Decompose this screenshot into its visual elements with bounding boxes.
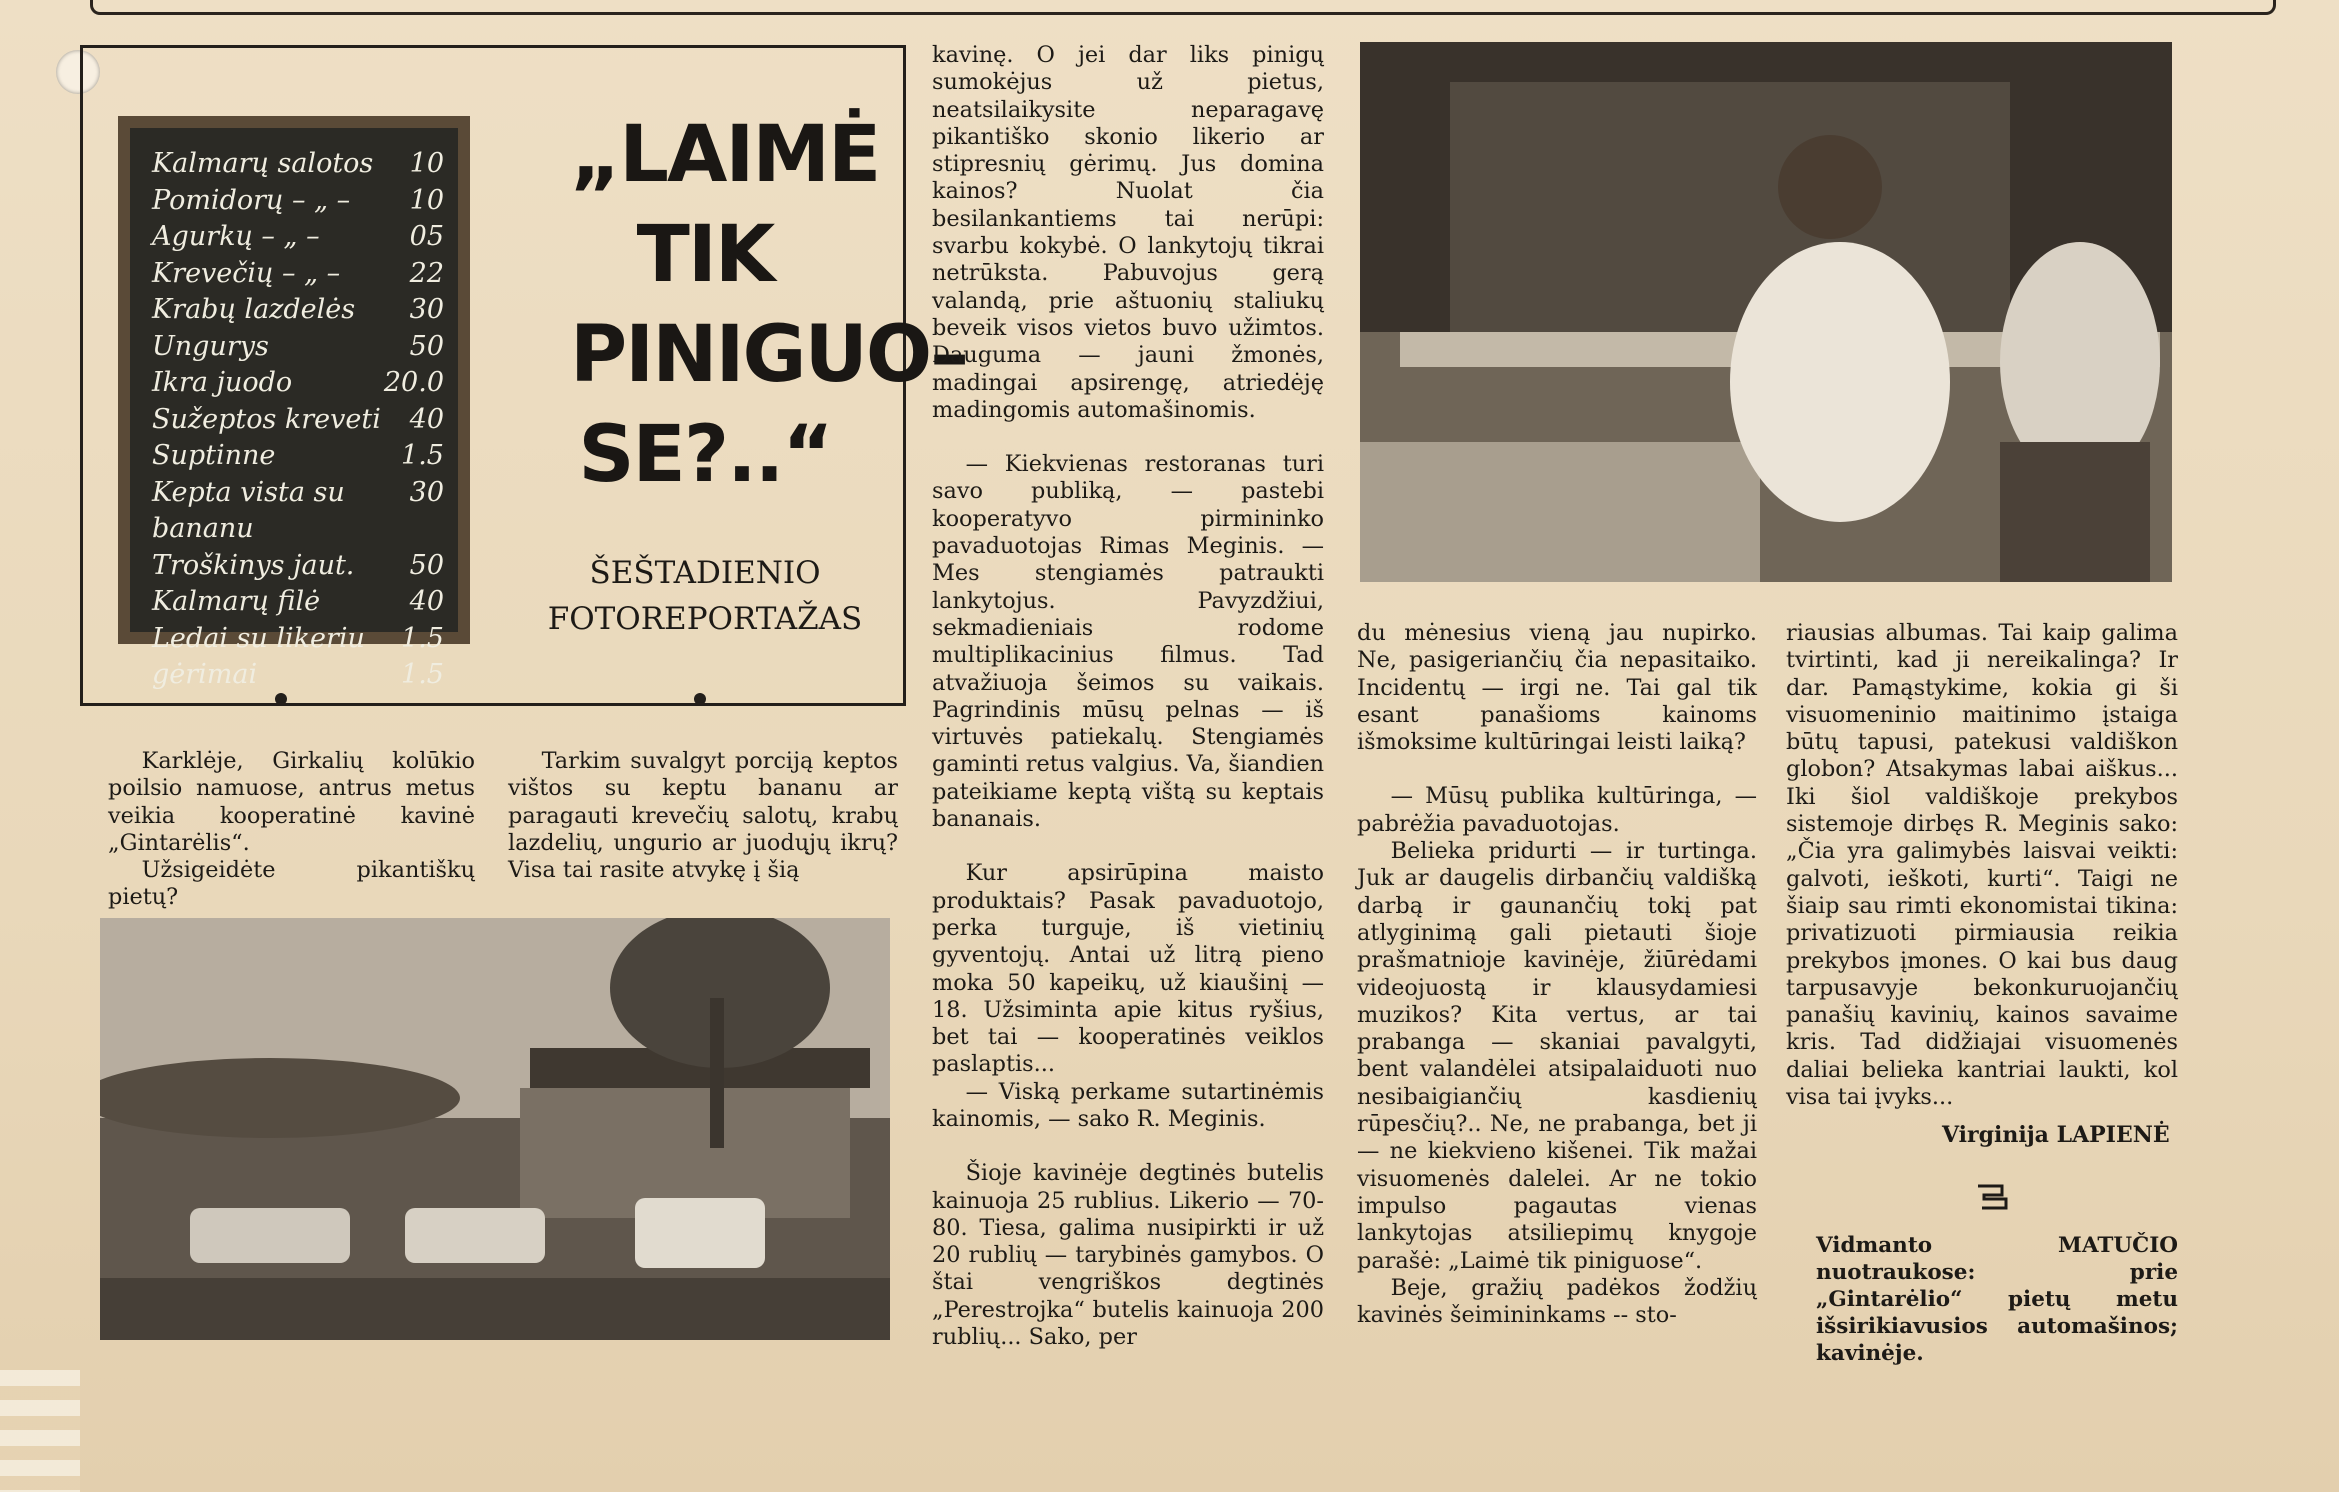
menu-board [130, 128, 458, 690]
menu-item-price: 20.0 [383, 367, 444, 398]
paragraph: Tarkim suvalgyt porciją keptos vištos su keptu bananu ar paragauti krevečių salotų, krabų lazdelių, ungurio ar juodųjų ikrų? Visa tai rasite atvykę į šią [508, 748, 898, 884]
article-column-4 [1357, 620, 1757, 1329]
top-rule [90, 0, 2276, 15]
menu-item-name: gėrimai [152, 659, 258, 690]
paragraph: riausias albumas. Tai kaip galima tvirtinti, kad ji nereikalinga? Ir dar. Pamąstykime, kokia gi ši visuomeninio maitinimo įstaiga būtų tapusi, patekusi valdiškon globon? Atsakymas labai aiškus... Iki šiol valdiškoje prekybos sistemoje dirbęs R. Meginis sako: „Čia yra galimybės laisvai veikti: galvoti, ieškoti, kurti“. Taigi ne šiaip sau rimti ekonomistai tikina: privatizuoti pirmiausia reikia prekybos įmones. O kai bus daug tarpusavyje bekonkuruojančių panašių kavinių, kainos savaime kris. Tad didžiajai visuomenės daliai belieka kantriai laukti, kol visa tai įvyks... [1786, 620, 2178, 1111]
menu-item-name: Kalmarų filė [152, 586, 321, 617]
menu-item-name: Kepta vista su bananu [152, 476, 345, 544]
newspaper-emblem-icon [1975, 1182, 2009, 1212]
article-column-5 [1786, 620, 2178, 1111]
paragraph: Karklėje, Girkalių kolūkio poilsio namuose, antrus metus veikia kooperatinė kavinė „Gintarėlis“. [108, 748, 475, 856]
menu-item [152, 292, 444, 329]
menu-item [152, 584, 444, 621]
rubric-line: ŠEŠTADIENIO [589, 555, 821, 591]
menu-item [152, 548, 444, 585]
menu-item [152, 475, 444, 548]
menu-item-price: 50 [409, 549, 444, 581]
menu-item-name: Krevečių – „ – [152, 257, 341, 289]
menu-item-price: 22 [409, 257, 444, 289]
paragraph: kavinę. O jei dar liks pinigų sumokėjus už pietus, neatsilaikysite neparagavę pikantiško skonio likerio ar stipresnių gėrimų. Jus domina kainos? Nuolat čia besilankantiems tai nerūpi: svarbu kokybė. O lankytojų tikrai netrūksta. Pabuvojus gerą valandą, prie aštuonių staliukų beveik visos vietos buvo užimtos. Dauguma — jauni žmonės, madingai apsirengę, atriedėję madingomis automašinomis. [932, 42, 1324, 423]
menu-board-photo [118, 116, 470, 690]
menu-item-price: 30 [409, 294, 444, 325]
menu-item-name: Ledai su likeriu [152, 622, 365, 654]
paragraph: — Viską perkame sutartinėmis kainomis, — sako R. Meginis. [932, 1078, 1324, 1132]
menu-item [152, 365, 444, 402]
headline-line: „LAIMĖ [570, 110, 880, 200]
paragraph: Kur apsirūpina maisto produktais? Pasak pavaduotojo, perka turguje, iš vietinių gyventojų. Antai už litrą pieno moka 50 kapeikų, už kiaušinį — 18. Užsiminta apie kitus ryšius, bet tai — kooperatinės veiklos paslaptis... [932, 860, 1324, 1078]
menu-item-price: 1.5 [401, 659, 444, 690]
menu-item [152, 621, 444, 658]
rubric [520, 550, 890, 642]
article-column-1 [108, 748, 475, 912]
paragraph: Beje, gražių padėkos žodžių kavinės šeimininkams -- sto- [1357, 1274, 1757, 1329]
paragraph: du mėnesius vieną jau nupirko. Ne, pasigeriančių čia nepasitaiko. Incidentų — irgi ne. Tai gal tik esant panašioms kainoms išmoksime kultūringai leisti laiką? [1357, 620, 1757, 756]
paragraph: Užsigeidėte pikantiškų pietų? [108, 857, 475, 911]
frame-dot [275, 693, 287, 705]
author-signature: Virginija LAPIENĖ [1942, 1122, 2170, 1148]
menu-item-price: 1.5 [401, 440, 444, 471]
headline-line: TIK [636, 210, 774, 300]
menu-item [152, 329, 444, 366]
photo-caption: Vidmanto MATUČIO nuotraukose: prie „Gintarėlio“ pietų metu išsirikiavusios automašinos; kavinėje. [1816, 1233, 2178, 1366]
article-column-3 [932, 42, 1324, 1351]
paragraph: Šioje kavinėje degtinės butelis kainuoja 25 rublius. Likerio — 70-80. Tiesa, galima nusipirkti ir už 20 rublių — tarybinės gamybos. O štai vengriškos degtinės „Perestrojka“ butelis kainuoja 200 rublių... Sako, per [932, 1160, 1324, 1351]
torn-edge [0, 1370, 80, 1492]
cafe-interior-photo [1360, 42, 2172, 582]
menu-item-price: 40 [409, 403, 444, 435]
paragraph: Belieka pridurti — ir turtinga. Juk ar daugelis dirbančių valdišką darbą ir gaunančių tokį pat atlyginimą gali pietauti šioje prašmatnioje kavinėje, žiūrėdami videojuostą ir klausydamiesi muzikos? Kita vertus, ar tai prabanga — skaniai pavalgyti, bent valandėlei atsipalaiduoti nuo nesibaigiančių kasdienių rūpesčių?.. Ne, ne prabanga, bet ji — ne kiekvieno kišenei. Tik mažai visuomenės dalelei. Ar ne tokio impulso pagautas vienas lankytojas atsiliepimų knygoje parašė: „Laimė tik piniguose“. [1357, 838, 1757, 1274]
menu-item-price: 05 [409, 221, 444, 252]
menu-item-price: 10 [409, 184, 444, 216]
menu-item-price: 30 [409, 476, 444, 508]
menu-item-name: Troškinys jaut. [152, 549, 355, 581]
menu-item-price: 10 [409, 148, 444, 179]
menu-item-name: Ungurys [152, 330, 269, 362]
menu-item [152, 402, 444, 439]
menu-item-name: Agurkų – „ – [152, 221, 320, 252]
menu-item [152, 256, 444, 293]
menu-item [152, 219, 444, 256]
menu-item-price: 40 [409, 586, 444, 617]
menu-item-name: Suptinne [152, 440, 276, 471]
headline [570, 105, 968, 505]
article-column-2 [508, 748, 898, 884]
menu-item [152, 146, 444, 183]
menu-item-name: Krabų lazdelės [152, 294, 356, 325]
menu-item [152, 657, 444, 694]
headline-line: PINIGUO– [570, 310, 968, 400]
rubric-line: FOTOREPORTAŽAS [547, 601, 863, 637]
menu-item [152, 438, 444, 475]
frame-dot [694, 693, 706, 705]
menu-item-price: 50 [409, 330, 444, 362]
headline-line: SE?..“ [578, 410, 832, 500]
paragraph: — Kiekvienas restoranas turi savo publiką, — pastebi kooperatyvo pirmininko pavaduotojas Rimas Meginis. — Mes stengiamės patraukti lankytojus. Pavyzdžiui, sekmadieniais rodome multiplikacinius filmus. Tad atvažiuoja šeimos su vaikais. Pagrindinis mūsų pelnas — iš virtuvės patiekalų. Stengiamės gaminti retus valgius. Va, šiandien pateikiame keptą vištą su keptais bananais. [932, 451, 1324, 833]
menu-item-name: Kalmarų salotos [152, 148, 374, 179]
menu-item-name: Sužeptos kreveti [152, 403, 381, 435]
parking-cars-photo [100, 918, 890, 1340]
menu-item-price: 1.5 [401, 622, 444, 654]
paragraph: — Mūsų publika kultūringa, — pabrėžia pavaduotojas. [1357, 783, 1757, 837]
menu-item-name: Ikra juodo [152, 367, 293, 398]
menu-item-name: Pomidorų – „ – [152, 184, 351, 216]
menu-item [152, 183, 444, 220]
